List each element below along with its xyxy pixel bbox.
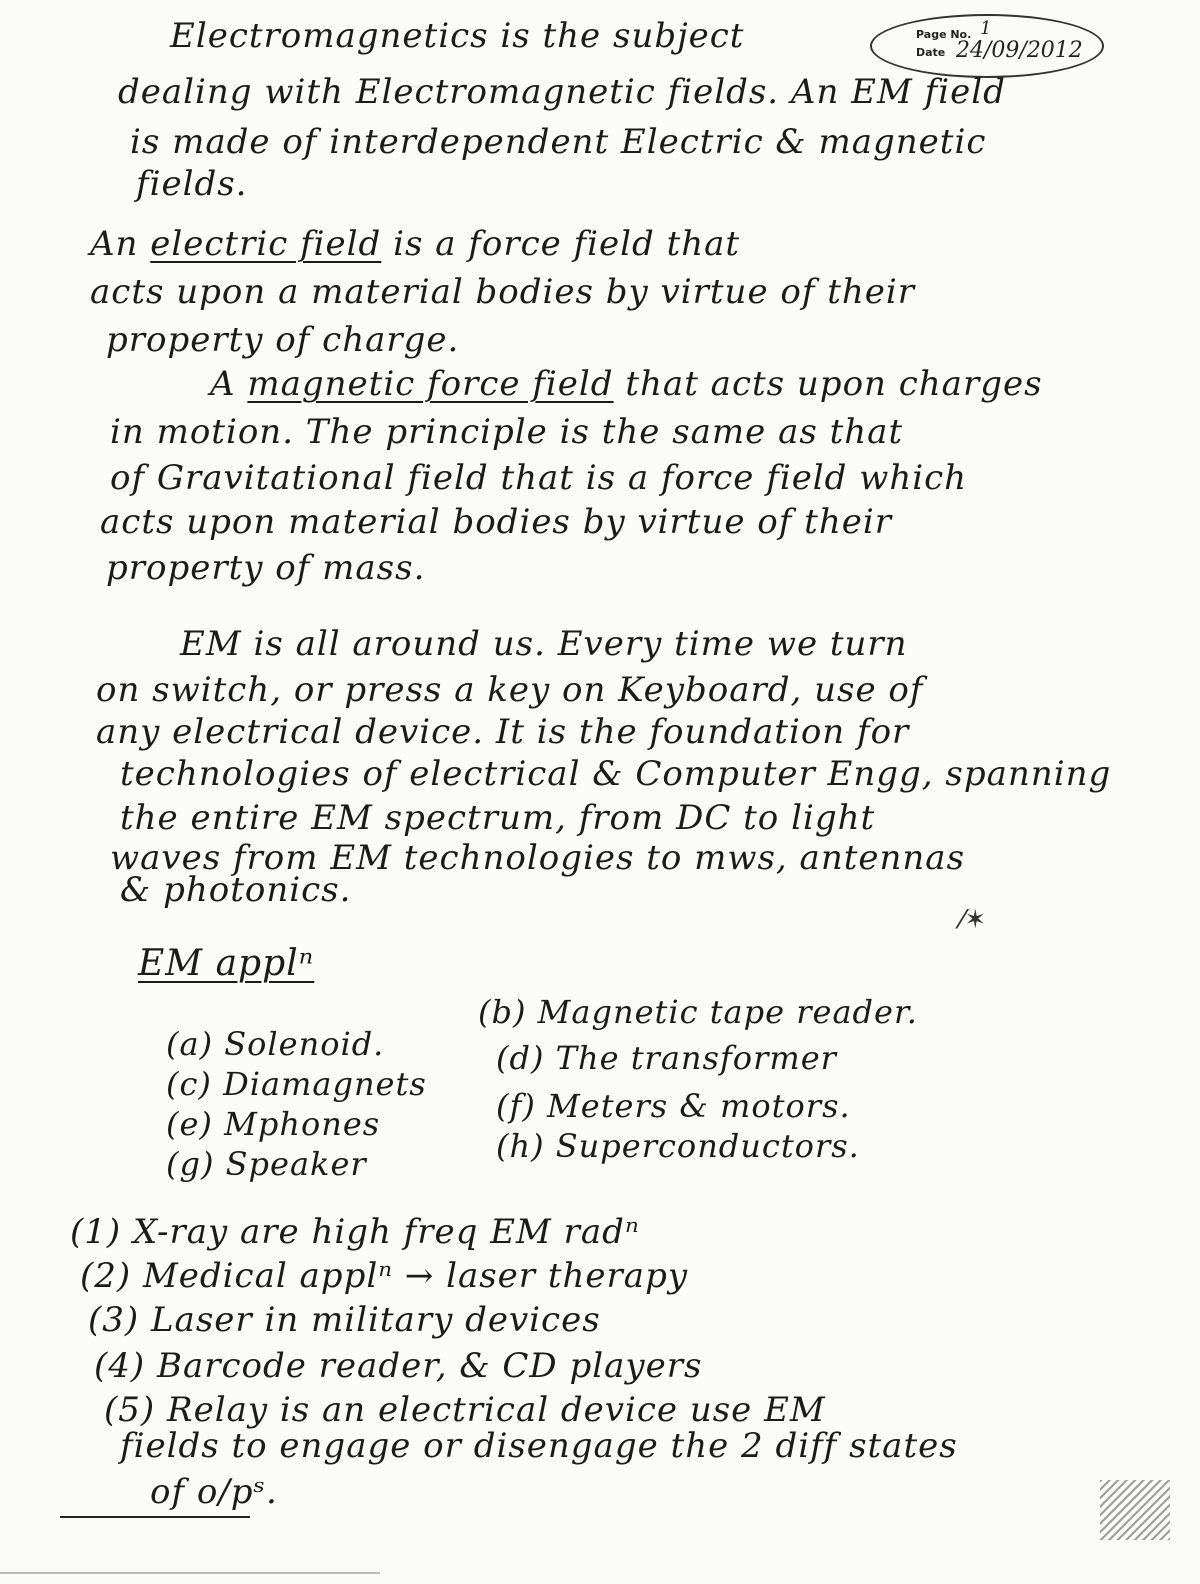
margin-mark: ⁄✶ [960,905,987,935]
electric-line-2: acts upon a material bodies by virtue of their [90,272,916,312]
magnetic-line-4: acts upon material bodies by virtue of their [100,502,892,542]
numbered-item-2: (2) Medical applⁿ → laser therapy [80,1256,689,1296]
application-item-b: (b) Magnetic tape reader. [478,993,918,1031]
everyday-line-4: technologies of electrical & Computer Engg, spanning [120,754,1112,794]
applications-heading: EM applⁿ [138,943,315,984]
underlined-term: electric field [150,224,382,264]
electric-line-1: An electric field is a force field that [90,224,741,264]
page-date-stamp [870,14,1104,78]
intro-line-2: dealing with Electromagnetic fields. An EM field [118,72,1006,112]
application-item-h: (h) Superconductors. [496,1127,860,1165]
date-value: 24/09/2012 [956,38,1083,63]
underlined-term: magnetic force field [247,364,614,404]
application-item-a: (a) Solenoid. [166,1025,385,1063]
application-item-g: (g) Speaker [166,1145,367,1183]
page-no-value: 1 [980,18,992,39]
numbered-item-4: (4) Barcode reader, & CD players [94,1346,703,1386]
everyday-line-2: on switch, or press a key on Keyboard, use of [96,670,924,710]
everyday-line-3: any electrical device. It is the foundation for [96,712,910,752]
numbered-item-3: (3) Laser in military devices [88,1300,601,1340]
electric-line-3: property of charge. [106,320,460,360]
application-item-d: (d) The transformer [496,1039,837,1077]
page-no-label: Page No. [916,28,972,41]
magnetic-line-2: in motion. The principle is the same as that [110,412,904,452]
intro-line-1: Electromagnetics is the subject [170,16,745,56]
application-item-c: (c) Diamagnets [166,1065,427,1103]
everyday-line-7: & photonics. [120,870,352,910]
intro-line-4: fields. [136,164,248,204]
application-item-f: (f) Meters & motors. [496,1087,851,1125]
numbered-item-5: (5) Relay is an electrical device use EM [104,1390,826,1430]
everyday-line-5: the entire EM spectrum, from DC to light [120,798,876,838]
numbered-item-5-cont: fields to engage or disengage the 2 diff states [120,1426,958,1466]
magnetic-line-5: property of mass. [106,548,426,588]
bottom-rule [60,1516,250,1518]
scan-smudge [1100,1480,1170,1540]
numbered-item-5-end: of o/pˢ. [150,1472,278,1512]
magnetic-line-3: of Gravitational field that is a force field which [110,458,968,498]
everyday-line-6: waves from EM technologies to mws, antennas [110,838,966,878]
date-label: Date [916,46,946,59]
magnetic-line-1: A magnetic force field that acts upon charges [210,364,1043,404]
application-item-e: (e) Mphones [166,1105,381,1143]
scan-edge-line [0,1572,380,1574]
intro-line-3: is made of interdependent Electric & magnetic [130,122,987,162]
everyday-line-1: EM is all around us. Every time we turn [180,624,908,664]
numbered-item-1: (1) X-ray are high freq EM radⁿ [70,1212,640,1252]
